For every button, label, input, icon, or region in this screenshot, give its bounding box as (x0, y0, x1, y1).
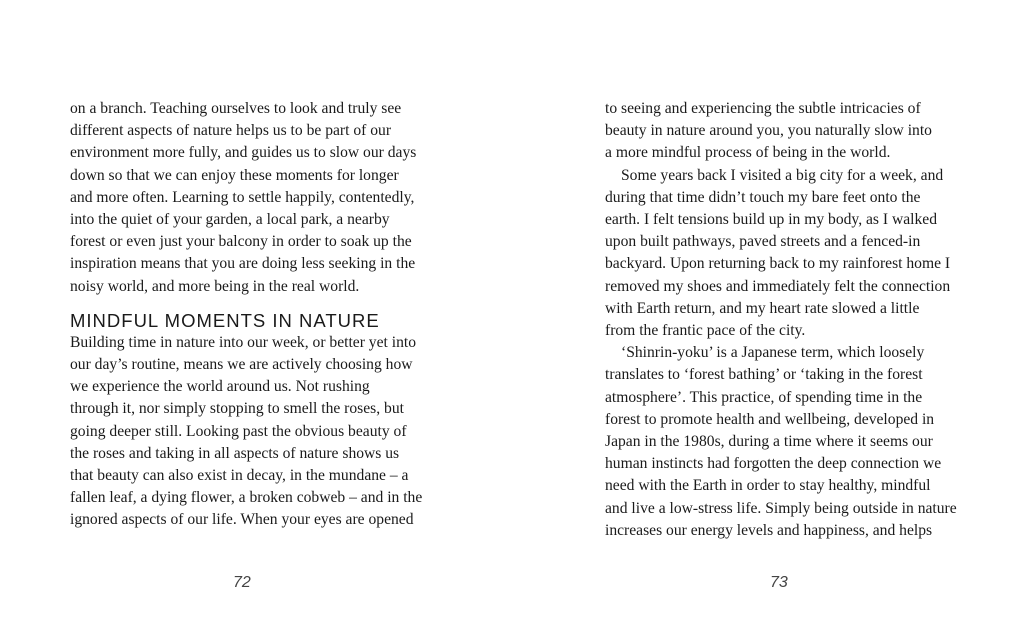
text-line: and live a low-stress life. Simply being outside in nature (605, 499, 957, 517)
text-line: a more mindful process of being in the world. (605, 144, 891, 162)
text-line: and more often. Learning to settle happily, contentedly, (70, 188, 415, 206)
text-line: ‘Shinrin-yoku’ is a Japanese term, which loosely (621, 344, 925, 362)
text-line: increases our energy levels and happiness, and helps (605, 521, 933, 539)
text-line: Some years back I visited a big city for a week, and (621, 166, 944, 184)
left-page-text (70, 98, 425, 532)
text-line: we experience the world around us. Not rushing (70, 378, 370, 396)
text-line: on a branch. Teaching ourselves to look and truly see (70, 100, 402, 117)
text-line: removed my shoes and immediately felt the connection (605, 277, 951, 295)
text-line: from the frantic pace of the city. (605, 322, 806, 340)
paragraph (605, 342, 965, 542)
text-line: to seeing and experiencing the subtle intricacies of (605, 100, 921, 117)
text-line: atmosphere’. This practice, of spending time in the (605, 388, 923, 406)
section-heading: MINDFUL MOMENTS IN NATURE (70, 309, 380, 331)
paragraph (605, 165, 965, 343)
text-line: ignored aspects of our life. When your eyes are opened (70, 511, 414, 529)
text-line: fallen leaf, a dying flower, a broken cobweb – and in the (70, 489, 423, 507)
text-line: with Earth return, and my heart rate slowed a little (605, 299, 920, 317)
text-line: earth. I felt tensions build up in my body, as I walked (605, 211, 938, 229)
text-line: Japan in the 1980s, during a time where it seems our (605, 433, 933, 451)
text-line: backyard. Upon returning back to my rainforest home I (605, 255, 951, 273)
text-line: through it, nor simply stopping to smell the roses, but (70, 400, 404, 418)
page-number: 72 (233, 574, 251, 591)
text-line: during that time didn’t touch my bare feet onto the (605, 188, 921, 206)
text-line: different aspects of nature helps us to be part of our (70, 122, 392, 140)
text-line: beauty in nature around you, you naturally slow into (605, 122, 932, 140)
text-line: into the quiet of your garden, a local park, a nearby (70, 211, 390, 229)
text-line: down so that we can enjoy these moments for longer (70, 166, 399, 184)
text-line: noisy world, and more being in the real world. (70, 277, 360, 295)
text-line: need with the Earth in order to stay healthy, mindful (605, 477, 931, 495)
page-number: 73 (770, 574, 788, 591)
paragraph (605, 98, 965, 165)
text-line: that beauty can also exist in decay, in the mundane – a (70, 467, 409, 485)
text-line: forest or even just your balcony in order to soak up the (70, 233, 412, 251)
text-line: Building time in nature into our week, or better yet into (70, 333, 417, 351)
text-line: translates to ‘forest bathing’ or ‘taking in the forest (605, 366, 923, 384)
text-line: the roses and taking in all aspects of nature shows us (70, 444, 400, 462)
text-line: forest to promote health and wellbeing, developed in (605, 410, 935, 428)
right-page-text (605, 98, 965, 542)
paragraph (70, 332, 425, 532)
text-line: environment more fully, and guides us to slow our days (70, 144, 417, 162)
text-line: upon built pathways, paved streets and a fenced-in (605, 233, 921, 251)
text-line: going deeper still. Looking past the obvious beauty of (70, 422, 407, 440)
text-line: human instincts had forgotten the deep connection we (605, 455, 942, 473)
paragraph (70, 98, 425, 298)
text-line: our day’s routine, means we are actively choosing how (70, 356, 413, 374)
right-page (512, 0, 1024, 628)
text-line: inspiration means that you are doing less seeking in the (70, 255, 416, 273)
